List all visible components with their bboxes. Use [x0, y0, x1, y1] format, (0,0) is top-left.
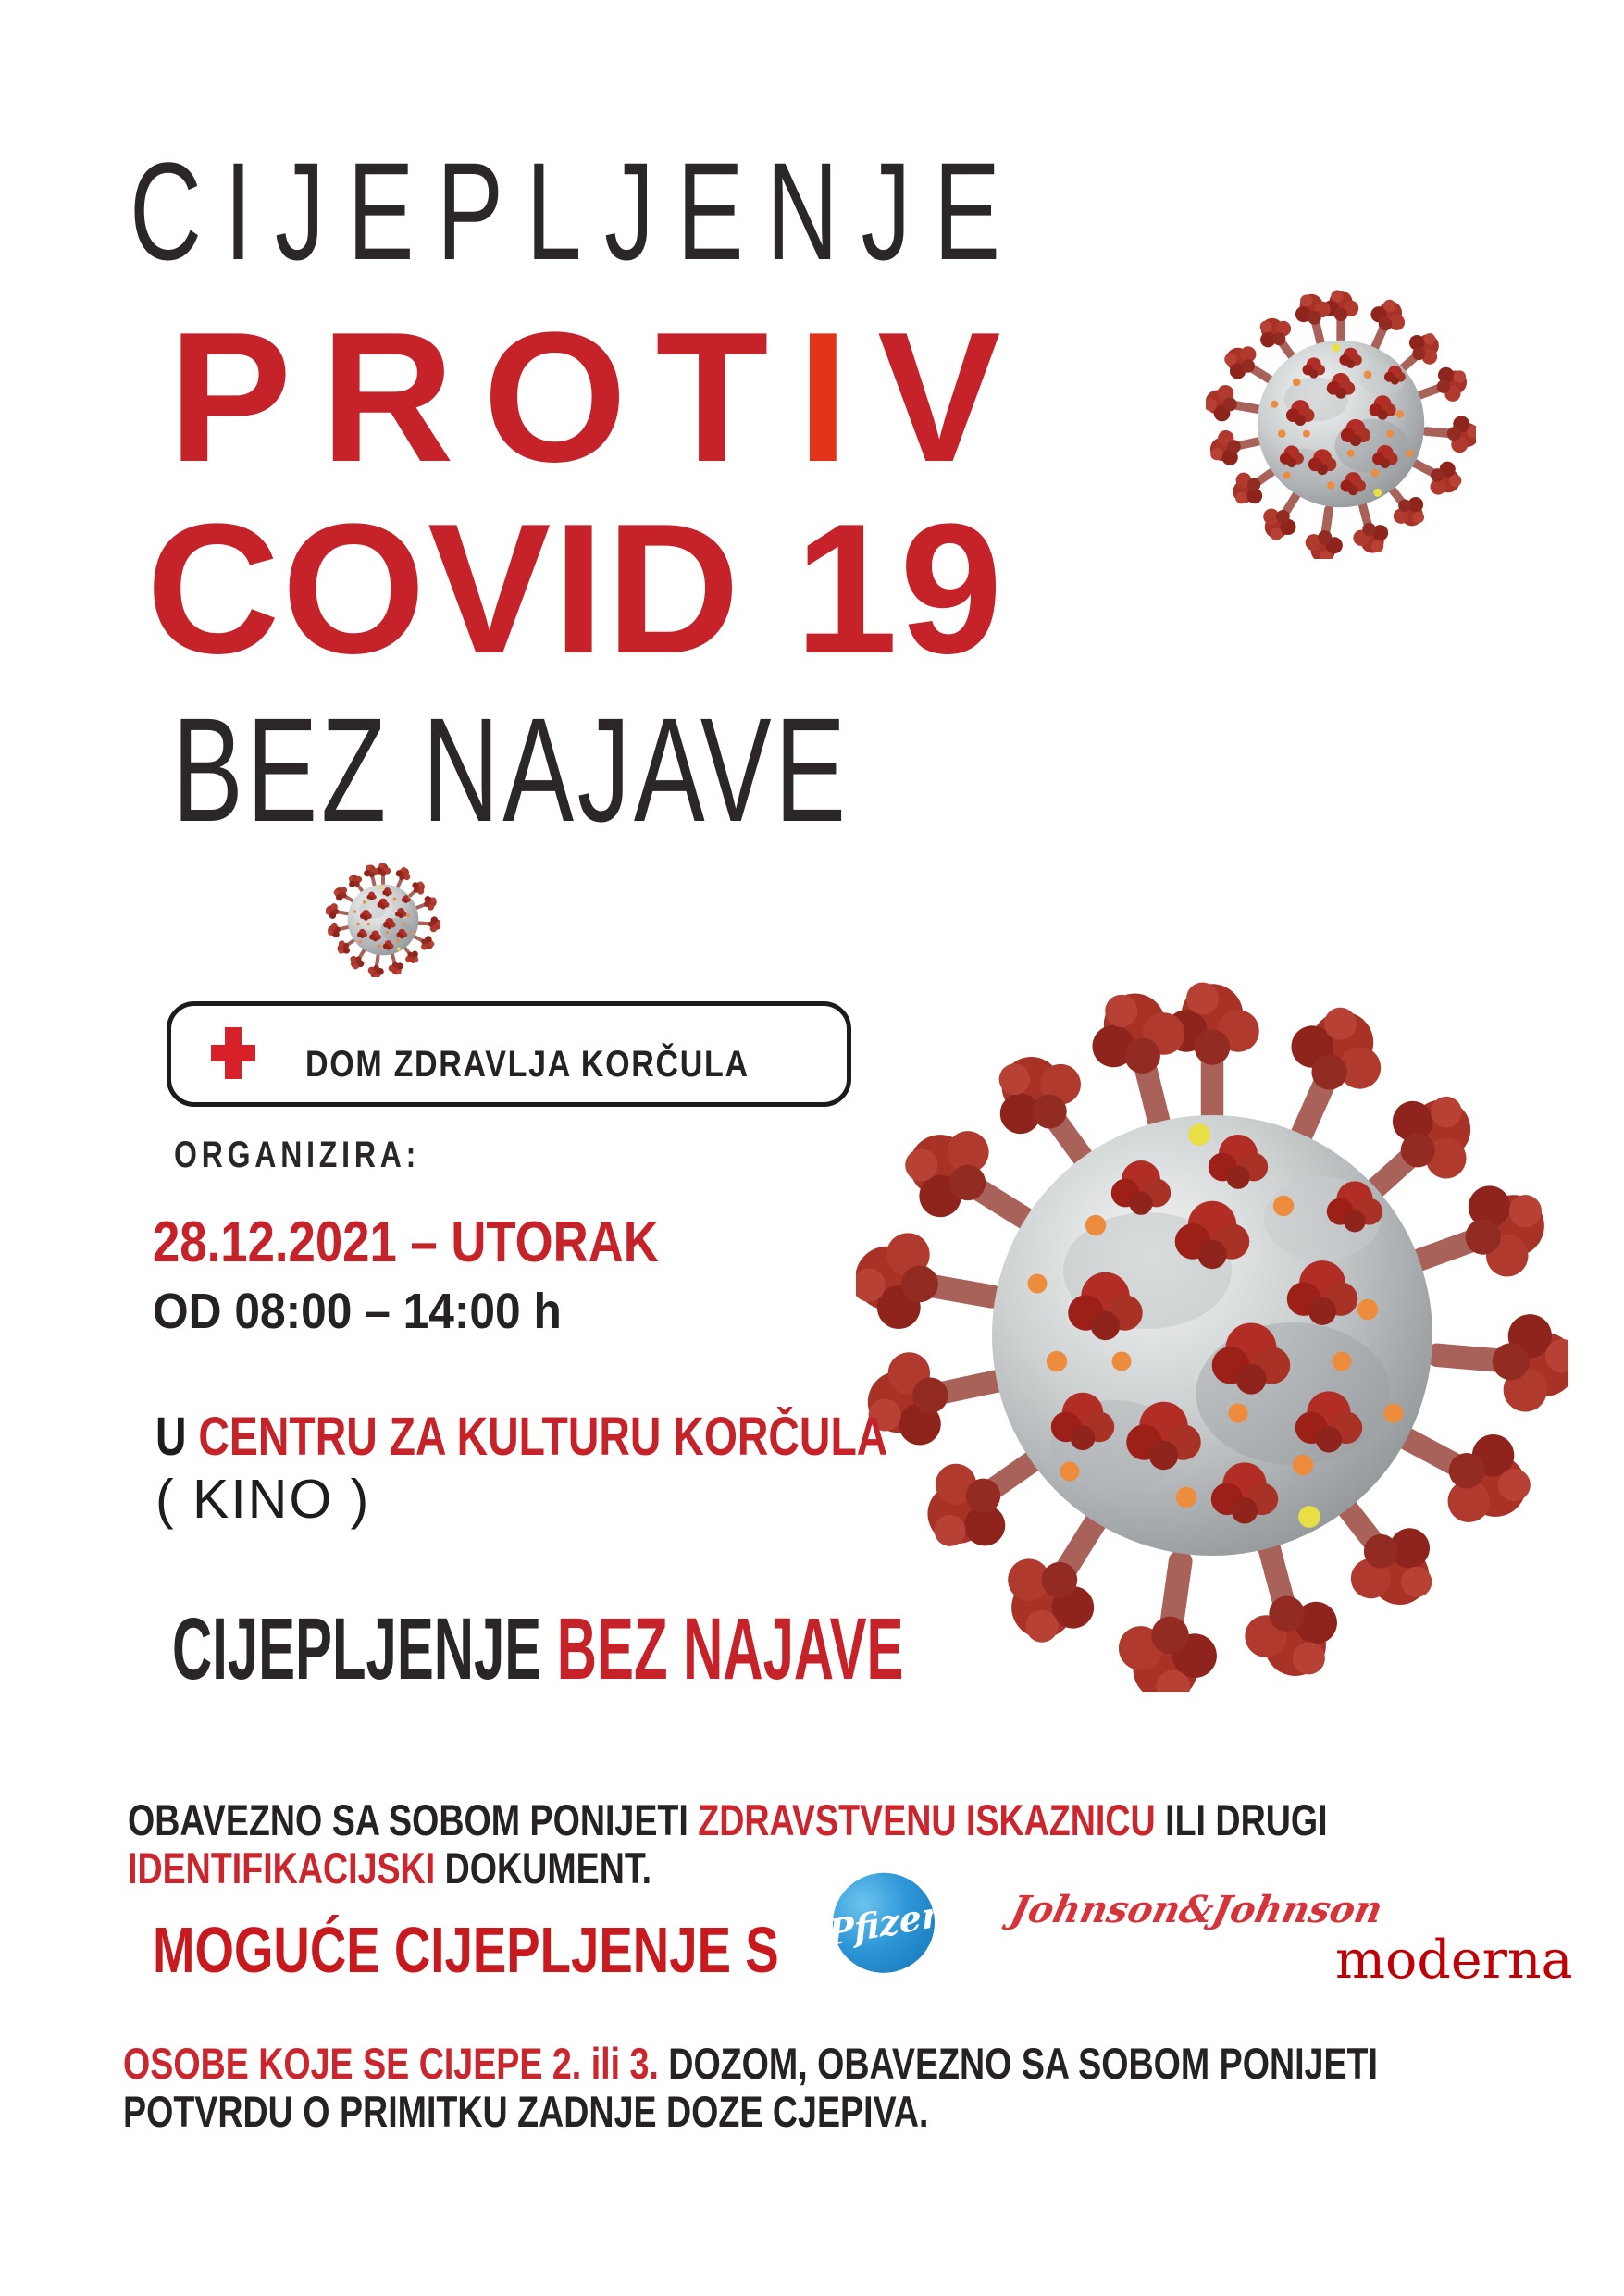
poster-title-line1: CIJEPLJENJE	[130, 133, 1023, 289]
red-cross-icon	[211, 1027, 255, 1079]
coronavirus-illustration-top-right	[1206, 289, 1476, 559]
p1-text: OBAVEZNO SA SOBOM PONIJETI	[128, 1795, 699, 1844]
organizer-box-label: DOM ZDRAVLJA KORČULA	[305, 1044, 750, 1085]
coronavirus-illustration-large	[856, 979, 1568, 1692]
title-protiv-pre: PROT	[168, 294, 798, 501]
booster-dose-paragraph	[123, 2040, 1448, 2135]
event-location-note: ( KINO )	[155, 1469, 371, 1530]
title-protiv-post: V	[877, 294, 1030, 501]
title-protiv-i: I	[797, 294, 878, 501]
poster-title-line4: BEZ NAJAVE	[172, 687, 849, 852]
p2-text: DOZOM, OBAVEZNO SA SOBOM PONIJETI POTVRDU O PRIMITKU ZADNJE DOZE CJEPIVA.	[123, 2039, 1378, 2136]
event-location	[155, 1406, 887, 1468]
banner-left: CIJEPLJENJE	[172, 1600, 557, 1698]
event-location-prefix: U	[155, 1407, 199, 1467]
moderna-logo: moderna	[1335, 1930, 1573, 1991]
poster-title-line2	[168, 292, 1030, 504]
event-location-main: CENTRU ZA KULTURU KORČULA	[198, 1407, 888, 1467]
coronavirus-illustration-small	[326, 863, 440, 977]
p1-identification: IDENTIFIKACIJSKI	[128, 1843, 436, 1893]
walk-in-banner	[172, 1599, 903, 1700]
p2-booster: OSOBE KOJE SE CIJEPE 2. ili 3.	[123, 2039, 659, 2088]
available-vaccines-label: MOGUĆE CIJEPLJENJE S	[153, 1914, 779, 1986]
event-date: 28.12.2021 – UTORAK	[153, 1210, 659, 1274]
johnson-and-johnson-logo: Johnson&Johnson	[1007, 1888, 1387, 1931]
p1-health-card: ZDRAVSTVENU ISKAZNICU	[698, 1795, 1156, 1844]
p1-text: DOKUMENT.	[435, 1843, 652, 1893]
poster-title-line3: COVID 19	[146, 486, 1005, 692]
event-time: OD 08:00 – 14:00 h	[153, 1284, 562, 1339]
p1-text: ILI DRUGI	[1155, 1795, 1328, 1844]
id-requirement-paragraph	[128, 1796, 1475, 1892]
pfizer-logo-text: Pfizer	[826, 1892, 941, 1954]
banner-right: BEZ NAJAVE	[556, 1600, 904, 1698]
organizer-caption: ORGANIZIRA:	[174, 1135, 421, 1175]
